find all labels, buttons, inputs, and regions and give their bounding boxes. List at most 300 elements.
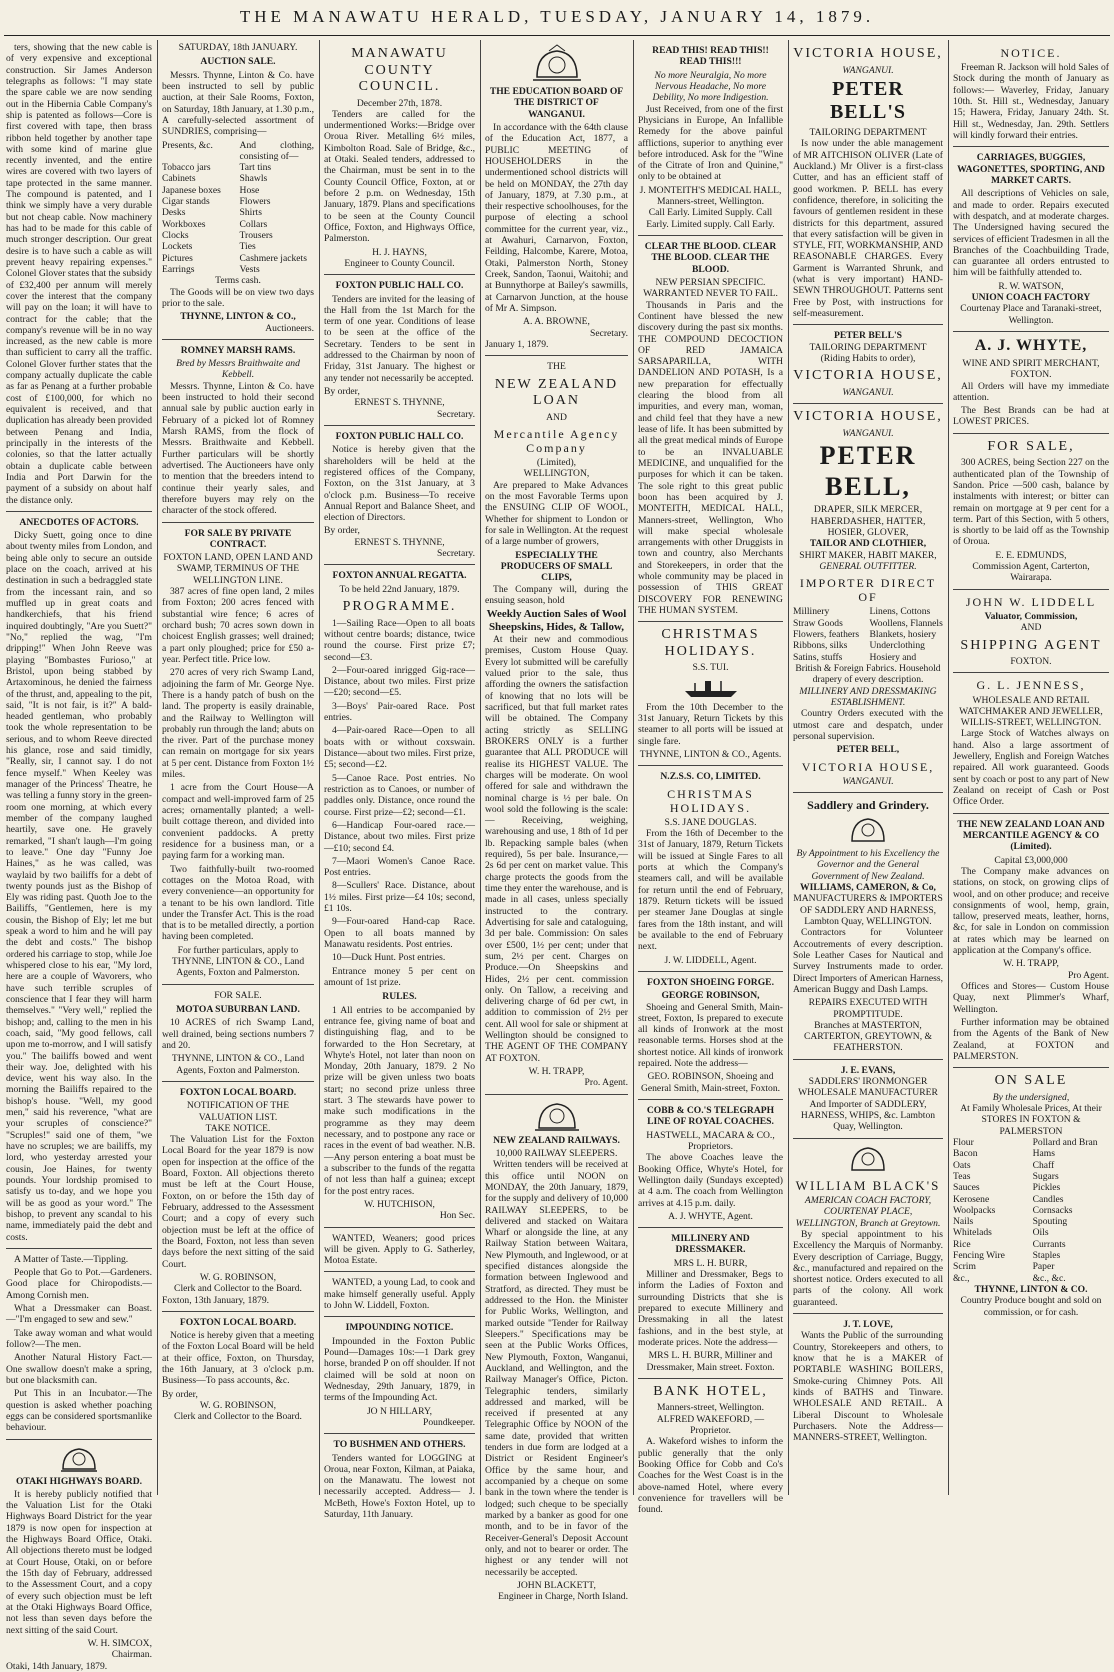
import-item: Flowers, feathers xyxy=(793,629,860,641)
bushmen-heading: TO BUSHMEN AND OTHERS. xyxy=(333,1439,466,1451)
local-board-text: The Valuation List for the Foxton Local Board for the year 1879 is now open for inspection at the office of the Board, Foxton. All objections thereto must be left at the Court House, Foxton, on or before the 15th day of February, addressed to the Assessment Court; and a copy of every such objection must be left at the office of the Board, Foxton, not less than seven days before the next sitting of the said Court. xyxy=(162,1134,314,1270)
evans-trade: SADDLERS' IRONMONGER WHOLESALE MANUFACTURER xyxy=(798,1076,938,1099)
read-this-list: No more Neuralgia, No more Nervous Headache, No more Debility, No more Indigestion. xyxy=(652,69,769,104)
peter-bell-heading-4: PETER BELL, xyxy=(836,744,900,756)
programme-heading: PROGRAMME. xyxy=(342,599,457,615)
rules-text: 1 All entries to be accompanied by entrance fee, giving name of boat and distinguishing flag, and to be forwarded to the Hon Secretary, at Whyte's Hotel, not later than noon on Monday, 20th January, 1879. 2 No prize will be given unless two boats start; no second prize unless three start. 3 The stewards have power to make such modifications in the programme as they may deem necessary, and to postpone any race or races in the event of bad weather. N.B.—Any person entering a boat must be a subscriber to the funds of the regatta of not less than half a guinea; except for the post entry races. xyxy=(324,1004,475,1197)
loan-signatory: W. H. TRAPP, xyxy=(528,1066,585,1078)
sale-item: Japanese boxes xyxy=(162,184,221,196)
race-item: 1—Sailing Race—Open to all boats without centre boards; distance, twice round the course. First prize £7; second—£3. xyxy=(324,617,475,663)
on-sale-by: By the undersigned, xyxy=(992,1091,1070,1103)
liddell-trade: Valuator, Commission, xyxy=(984,610,1078,622)
black-coach-text: By special appointment to his Excellency the Marquis of Normanby. Every description of Carriage, Buggy, &c., manufactured and repaired on the shortest notice. Orders executed to all parts of the colony. All work guaranteed. xyxy=(793,1228,943,1308)
import-item: Woollens, Flannels xyxy=(869,617,943,629)
race-item: 3—Boys' Pair-oared Race. Post entries. xyxy=(324,700,475,724)
clear-blood-heading: CLEAR THE BLOOD. CLEAR THE BLOOD. CLEAR THE BLOOD. xyxy=(644,241,777,275)
royal-crest-icon xyxy=(533,1100,581,1132)
column-divider xyxy=(948,40,949,1495)
divider xyxy=(485,355,628,356)
for-sale-heading: FOR SALE, xyxy=(987,438,1075,454)
private-contract-text: 1 acre from the Court House—A compact and well-improved farm of 25 acres; ornamentally planted; a well-built cottage thereon, and divided into convenient paddocks. A pretty residence for a business man, or a paying farm for a working man. xyxy=(162,782,314,862)
private-contract-text: Two faithfully-built two-roomed cottages on the Motoa Road, with every convenience—an opportunity for a tenant to be his own landlord. Title under the Transfer Act. This is the road that is to be metalled directly, a portion having been completed. xyxy=(162,863,314,943)
bushmen-text: Tenders wanted for LOGGING at Oroua, near Foxton, Kilman, at Paiaka, on the Manawatu. The lowest not necessarily accepted. Address— J. McBeth, Howe's Foxton Hotel, up to Saturday, 11th January. xyxy=(324,1452,475,1521)
divider xyxy=(162,522,314,523)
on-sale-item: Staples xyxy=(1032,1250,1061,1262)
liddell-place: FOXTON. xyxy=(1010,656,1052,668)
masthead-title: THE MANAWATU HERALD, TUESDAY, JANUARY 14, 1879. xyxy=(239,7,875,26)
sale-item: Desks xyxy=(162,207,186,219)
loan-heading: NEW ZEALAND LOAN xyxy=(494,376,619,409)
royal-crest-icon xyxy=(846,1144,890,1174)
race-item: 5—Canoe Race. Post entries. No restriction as to Canoes, or number of paddles only. Distance, once round the course. First prize—£2; second—£1. xyxy=(324,772,475,818)
divider xyxy=(638,1227,783,1228)
bank-hotel-proprietor: ALFRED WAKEFORD, — Proprietor. xyxy=(656,1413,765,1437)
royal-crest-icon xyxy=(846,815,890,845)
sale-item: Cigar stands xyxy=(162,196,210,208)
sale-item: Vests xyxy=(239,263,260,275)
tailoring-text: Is now under the able management of MR AITCHISON OLIVER (Late of Auckland.) Mr Oliver is a first-class Cutter, and has an efficient staff of good workmen. P. BELL has every confidence, therefore, in soliciting the favours of gentlemen resident in these districts for this department, assured that every satisfaction will be given in STYLE, FIT, WORKMANSHIP, AND REASONABLE CHARGES. Every Garment is Warranted Shrunk, and (what is very important) HAND-SEWN THROUGHOUT. Patterns sent Free by Post, with instructions for self-measurement. xyxy=(793,138,943,320)
steamship-icon xyxy=(681,677,741,699)
impound-signatory: JO N HILLARY, xyxy=(366,1405,433,1417)
race-item: 10—Duck Hunt. Post entries. xyxy=(332,952,446,964)
victoria-house-place-3: WANGANUI. xyxy=(842,427,894,439)
sale-item: And clothing, consisting of— xyxy=(239,139,314,162)
on-sale-item: Sauces xyxy=(953,1182,980,1194)
read-this-shop: J. MONTEITH'S MEDICAL HALL, Manners-street, Wellington. xyxy=(639,184,782,208)
race-item: 7—Maori Women's Canoe Race. Post entries. xyxy=(324,855,475,879)
on-sale-item: Hams xyxy=(1032,1148,1055,1160)
on-sale-row xyxy=(953,1194,1109,1205)
joke-item: A Matter of Taste.—Tippling. xyxy=(14,1253,129,1265)
millinery-name: MRS L. H. BURR, xyxy=(673,1257,748,1269)
on-sale-row xyxy=(953,1171,1109,1182)
railways-heading: NEW ZEALAND RAILWAYS. xyxy=(493,1134,620,1146)
regatta-heading: FOXTON ANNUAL REGATTA. xyxy=(332,570,467,582)
saddlery-heading: Saddlery and Grindery. xyxy=(807,797,929,812)
column-divider xyxy=(788,40,789,1495)
sale-item-row xyxy=(162,173,314,184)
saddlery-appointment: By Appointment to his Excellency the Governor and the General Government of New Zealand. xyxy=(796,848,940,882)
divider xyxy=(162,1081,314,1082)
on-sale-footer: Country Produce bought and sold on commission, or for cash. xyxy=(960,1295,1102,1318)
otaki-date: Otaki, 14th January, 1879. xyxy=(6,1660,108,1672)
import-item: Linens, Cottons xyxy=(869,606,931,618)
on-sale-row xyxy=(953,1261,1109,1272)
column-divider xyxy=(633,40,634,1495)
on-sale-row xyxy=(953,1137,1109,1148)
victoria-house-heading-2: VICTORIA HOUSE, xyxy=(793,368,943,384)
black-coach-subheading: AMERICAN COACH FACTORY, COURTENAY PLACE, WELLINGTON, Branch at Greytown. xyxy=(795,1194,941,1229)
victoria-house-place-2: WANGANUI. xyxy=(842,386,894,398)
council-signatory: H. J. HAYNS, xyxy=(372,246,427,258)
otaki-text: It is hereby publicly notified that the Valuation List for the Otaki Highways Board District for the year 1879 is now open for inspection at the Highways Board Office, Otaki. All objections thereto must be lodged at Court House, Otaki, on or before the 15th day of February, addressed to the Assessment Court, and a copy of every such objection must be left at the Otaki Highways Board Office, not less than seven days before the next sitting of the said Court. xyxy=(6,1488,152,1636)
sale-item: Tobacco jars xyxy=(162,162,211,174)
sale-item: Cabinets xyxy=(162,173,196,185)
on-sale-heading: ON SALE xyxy=(994,1073,1068,1089)
race-item: 8—Scullers' Race. Distance, about 1½ miles. First prize—£4 10s; second, £1 10s. xyxy=(324,880,475,915)
education-signatory: A. A. BROWNE, xyxy=(523,316,590,328)
loan-limited: (Limited), xyxy=(536,457,577,469)
peter-bell-outfit: GENERAL OUTFITTER. xyxy=(819,560,917,572)
forge-text: Shoeing and General Smith, Main-street, Foxton, Is prepared to execute all kinds of Ironwork at the most reasonable terms. Horses shod at the shortest notice. All kinds of ironwork repaired. Note the address— xyxy=(638,1001,783,1070)
on-sale-item: Fencing Wire xyxy=(953,1250,1005,1262)
tailoring-heading-2: TAILORING DEPARTMENT xyxy=(809,341,927,353)
divider xyxy=(793,324,943,325)
loan-text: Are prepared to Make Advances on the most Favorable Terms upon the ENSUING CLIP OF WOOL, Whether for shipment to London or for sale in Wellington. At the request of a large number of growers, xyxy=(485,479,628,548)
divider xyxy=(324,274,475,275)
saddlery-address: Lambton Quay, WELLINGTON. xyxy=(804,916,932,928)
carriages-heading: CARRIAGES, BUGGIES, WAGONETTES, SPORTING, AND MARKET CARTS. xyxy=(957,152,1105,186)
nzss-ship: S.S. JANE DOUGLAS. xyxy=(664,816,757,828)
local-board-heading: FOXTON LOCAL BOARD. xyxy=(179,1086,297,1098)
loan-role: Pro. Agent. xyxy=(584,1077,628,1089)
race-item: 9—Four-oared Hand-cap Race. Open to all boats manned by Manawatu residents. Post entries. xyxy=(324,916,475,950)
race-item: 4—Pair-oared Race—Open to all boats with or without coxswain. Distance—about two miles. First prize, £5; second—£2. xyxy=(324,725,475,771)
divider xyxy=(6,1248,152,1249)
sale-item: Ties xyxy=(239,241,256,253)
on-sale-item: &c., xyxy=(953,1272,970,1284)
divider xyxy=(324,1271,475,1272)
sale-item: Earrings xyxy=(162,263,195,275)
joke-item: What a Dressmaker can Boast.—"I'm engaged to sew and sew." xyxy=(6,1303,152,1326)
on-sale-item: Nails xyxy=(953,1216,974,1228)
hall-role: Secretary. xyxy=(437,408,475,420)
rules-heading: RULES. xyxy=(382,991,417,1003)
import-item: Millinery xyxy=(793,606,830,618)
sale-item-row xyxy=(162,230,314,241)
on-sale-row xyxy=(953,1216,1109,1227)
council-heading: MANAWATU COUNTY COUNCIL. xyxy=(351,46,448,95)
sale-terms: Terms cash. xyxy=(215,275,261,287)
divider xyxy=(953,813,1109,814)
regatta-role: Hon Sec. xyxy=(439,1210,475,1222)
notice-heading: NOTICE. xyxy=(1000,46,1062,60)
regatta-date: To be held 22nd January, 1879. xyxy=(339,583,460,595)
christmas-signatory: THYNNE, LINTON & CO., Agents. xyxy=(639,748,782,760)
divider xyxy=(162,339,314,340)
on-sale-row xyxy=(953,1250,1109,1261)
on-sale-row xyxy=(953,1227,1109,1238)
cobb-text: The above Coaches leave the Booking Office, Whyte's Hotel, for Wellington daily (Sundays excepted) at 4 a.m. The coach from Wellington arrives at 4.15 p.m. daily. xyxy=(638,1152,783,1209)
loan-and: AND xyxy=(546,411,567,423)
tailoring-heading: TAILORING DEPARTMENT xyxy=(809,127,927,139)
divider xyxy=(953,146,1109,147)
clear-blood-text: Thousands in Paris and the Continent have blessed the new discovery during the past six months. THE COMPOUND DECOCTION OF RED JAMAICA SARSAPARILLA, WITH DANDELION AND POTASH, Is a new preparation for effectually clearing the blood from all impurities, and every man, woman, and child feel that they have a new lease of life. It has been submitted by all the great medical minds of Europe to be an INVALUABLE MEDICINE, and unqualified for the purposes for which it can be taken. The sole right to this great public boon has been acquired by J. MONTEITH, MEDICAL HALL, Manners-street, Wellington, Who will make special wholesale arrangements with other Druggists in town and country, also Merchants and Storekeepers, in order that the whole community may be placed in possession of THIS GREAT DISCOVERY FOR RENEWING THE HUMAN SYSTEM. xyxy=(638,299,783,616)
for-sale-text: 300 ACRES, being Section 227 on the authenticated plan of the Township of Sandon. Price —500 cash, balance by instalments with interest; or bitter can remain on mortgage at 9 per cent for a term. Part of this Section, with 5 others, is shortly to be laid off as the Township of Oroua. xyxy=(953,457,1109,548)
local-board-role: Clerk and Collector to the Board. xyxy=(174,1283,302,1295)
race-item: 6—Handicap Four-oared race.—Distance, about two miles. First prize—£10; second £4. xyxy=(324,819,475,854)
wanted-ad: WANTED, a young Lad, to cook and make himself generally useful. Apply to John W. Liddell, Foxton. xyxy=(324,1277,475,1312)
divider xyxy=(793,1313,943,1314)
whyte-text: All Orders will have my immediate attention. xyxy=(953,380,1109,403)
on-sale-item: Pickles xyxy=(1032,1182,1061,1194)
peter-bell-heading: PETER BELL'S xyxy=(829,77,907,124)
peter-bell-tailor: TAILOR AND CLOTHIER, xyxy=(809,538,927,550)
sale-item-row xyxy=(162,253,314,264)
divider xyxy=(638,235,783,236)
column-2 xyxy=(162,42,314,1494)
hall-heading: FOXTON PUBLIC HALL CO. xyxy=(335,280,464,292)
forge-signatory: GEO. ROBINSON, Shoeing and General Smith, Main-street, Foxton. xyxy=(640,1071,781,1094)
joke-item: People that Go to Pot.—Gardeners. Good place for Chiropodists.—Among Cornish men. xyxy=(6,1267,152,1301)
local-board-heading-2: FOXTON LOCAL BOARD. xyxy=(179,1316,297,1328)
on-sale-row xyxy=(953,1148,1109,1159)
column-7 xyxy=(953,42,1109,1494)
peter-bell-heading-2: PETER BELL'S xyxy=(834,330,902,342)
forge-name: GEORGE ROBINSON, xyxy=(661,990,760,1002)
royal-crest-icon xyxy=(529,45,585,83)
victoria-house-heading-4: VICTORIA HOUSE, xyxy=(801,759,935,774)
read-this-call: Call Early. Limited Supply. Call Early. Limited supply. Call Early. xyxy=(646,207,775,230)
loan-text: At their new and commodious premises, Custom House Quay. Every lot submitted will be carefully valued prior to the sale, thus affording the owners the satisfaction of knowing that no lots will be sacrificed, but that full market rates will be obtained. The Company acting strictly as SELLING BROKERS ONLY is a further guarantee that ALL PRODUCE will realise its HIGHEST VALUE. The charges will be moderate. On wool offered for sale and withdrawn the nominal charge is ½ per bale. On wool sold the following is the scale:— Receiving, weighing, warehousing and use, 1 8th of 1d per lb. Repacking sample bales (when required), 5s per bale. Insurance,—2s 6d per cent on market value. This charge protects the goods from the time they enter the warehouse, and is made in all cases, unless specially instructed to the contrary. Advertising for sale and cataloguing, 3d per bale. Commission: On sales over £500, 1½ per cent; under that sum, 2½ per cent. Charges on Produce.—On Sheepskins and Hides, 2½ per cent. commission only. On Tallow, a receiving and delivering charge of 6d per cwt, in addition to commission of 2½ per cent. All wool for sale or shipment at Wellington should be consigned to THE AGENT OF THE COMPANY AT FOXTON. xyxy=(485,634,628,1064)
millinery-text: Milliner and Dressmaker, Begs to inform the Ladies of Foxton and surrounding Districts that she is prepared to execute Millinery and Dressmaking in all the latest fashions, and in the best style, at moderate prices. Note the address— xyxy=(638,1269,783,1348)
on-sale-row xyxy=(953,1182,1109,1193)
victoria-house-place-4: WANGANUI. xyxy=(842,775,894,787)
nzl-heading: THE NEW ZEALAND LOAN AND MERCANTILE AGENCY & CO (Limited). xyxy=(957,818,1105,853)
column-6 xyxy=(793,42,943,1494)
hall-heading-2: FOXTON PUBLIC HALL CO. xyxy=(335,430,464,442)
whyte-brands: The Best Brands can be had at LOWEST PRICES. xyxy=(953,405,1109,428)
sale-item: Trousers xyxy=(239,230,273,241)
council-date: December 27th, 1878. xyxy=(356,97,443,109)
article-cable-text: ters, showing that the new cable is of very expensive and exceptional construction. Sir James Anderson telegraphs as follows: "I may state the spare cable we are now sending out in the Hibernia Cable Company's ship is patented as follows—Core is first covered with tape, then brass ribbon held together by another tape with some kind of marine glue recently invented, and the entire wires are covered with two layers of tape protected in the same manner. The compound is patented, and I think we simply have a very durable but not cheap cable. Now machinery has had to be made for this cable of much stronger description. Our great desire is to have such a cable as will prevent heavy repairing expenses." Colonel Glover states that the subsidy of £32,400 per annum will merely cover the interest that the company will pay on the loan; it will have to contract for the cable; that the company's revenue will be in no way increased, as the new cable is more than sufficient to carry all the traffic. Colonel Glover further states that the company actually duplicate the cable as far as Penang at a further probable cost of £100,000, for which no equivalent is received, and that duplication has already been provided between Penang and India, principally in the interests of the colonies, so that the latter actually obtain a duplicate cable between India and Port Darwin for the payment of a subsidy on about half the distance only. xyxy=(6,42,152,506)
saddlery-repairs: REPAIRS EXECUTED WITH PROMPTITUDE. xyxy=(808,997,928,1020)
sale-item-row xyxy=(162,185,314,196)
sale-item: Workboxes xyxy=(162,218,206,230)
divider xyxy=(953,589,1109,590)
on-sale-item: Teas xyxy=(953,1170,971,1182)
nzl-signatory: W. H. TRAPP, xyxy=(1003,958,1059,970)
on-sale-item: Paper xyxy=(1032,1261,1055,1273)
firm-role: Auctioneers. xyxy=(265,322,314,334)
sale-item-row xyxy=(162,162,314,173)
import-row xyxy=(793,652,943,663)
divider xyxy=(953,672,1109,673)
wanted-ad: WANTED, Weaners; good prices will be given. Apply to G. Satherley, Motoa Estate. xyxy=(324,1232,475,1267)
carriages-text: All descriptions of Vehicles on sale, and made to order. Repairs executed with despatch, and at moderate charges. The Undersigned having secured the services of efficient Tradesmen in all the Branches of the Coachbuilding Trade, can guarantee all orders entrusted to him will be faithfully attended to. xyxy=(953,188,1109,279)
on-sale-item: Currants xyxy=(1032,1238,1066,1250)
motoa-signatory: THYNNE, LINTON & CO., Land Agents, Foxton and Palmerston. xyxy=(171,1053,305,1076)
cobb-signatory: A. J. WHYTE, Agent. xyxy=(668,1210,753,1222)
saddlery-text: Contractors for Volunteer Accoutrements of every description. Sole Leather Cases for Nautical and Survey Instruments made to order. Direct Importers of American Harness, American Buggy and Dash Lamps. xyxy=(793,927,943,995)
motoa-text: 10 ACRES of rich Swamp Land, well drained, being sections numbers 7 and 20. xyxy=(162,1017,314,1051)
race-item: 2—Four-oared inrigged Gig-race—Distance, about two miles. First prize—£20; second—£5. xyxy=(324,664,475,699)
peter-bell-heading-3: PETER BELL, xyxy=(819,440,917,501)
forge-heading: FOXTON SHOEING FORGE. xyxy=(647,976,774,988)
millinery-heading: MILLINERY AND DRESSMAKER. xyxy=(671,1233,750,1256)
masthead xyxy=(0,0,1114,34)
rams-heading: ROMNEY MARSH RAMS. xyxy=(180,344,296,356)
sale-item: Shawls xyxy=(239,173,268,185)
liddell-name: JOHN W. LIDDELL xyxy=(965,594,1097,609)
divider xyxy=(324,1227,475,1228)
christmas-text: From the 10th December to the 31st January, Return Tickets by this steamer to all ports will be issued at single fare. xyxy=(638,701,783,747)
on-sale-stores: STORES IN FOXTON & PALMERSTON xyxy=(981,1114,1081,1137)
millinery-signatory: MRS L. H. BURR, Milliner and Dressmaker, Main street. Foxton. xyxy=(646,1350,775,1373)
whyte-place: FOXTON. xyxy=(1010,369,1052,381)
hall-order: By order, xyxy=(324,386,360,398)
education-role: Secretary. xyxy=(590,327,628,339)
education-text: In accordance with the 64th clause of the Education Act, 1877, a PUBLIC MEETING of HOUSEHOLDERS in the undermentioned school districts will be held on MONDAY, the 27th day of January, 1879, at 7.30 p.m., at their respective schoolhouses, for the purpose of electing a school committee for the current year, viz., at Awahuri, Carnarvon, Foxton, Feilding, Halcombe, Karere, Motoa, Otaki, Palmerston North, Stoney Creek, Sandon, Taonui, Waitohi; and at Bunnythorpe at Bailey's sawmills, at Carnarvon Junction, at the house of Mr A. Simpson. xyxy=(485,121,628,314)
sale-item: Hose xyxy=(239,184,260,196)
divider xyxy=(638,621,783,622)
notice-text: Freeman R. Jackson will hold Sales of Stock during the month of January as follows:— Waverley, Friday, January 10th. St. Hill st., Wednesday, January 15; Hawera, Friday, January 24th. St. Hill st., Wednesday, Jan. 29th. Settlers will kindly forward their entries. xyxy=(953,62,1109,142)
loan-place: WELLINGTON, xyxy=(523,468,590,480)
divider xyxy=(324,1316,475,1317)
sale-item-row xyxy=(162,207,314,218)
victoria-house-heading: VICTORIA HOUSE, xyxy=(793,46,943,61)
private-contract-text: 387 acres of fine open land, 2 miles from Foxton; 200 acres fenced with substantial wire fence; 6 acres of orchard bush; 70 acres sown down in choicest English grasses; well drained; a part only ploughed; price for £50 a-year. Perfect title. Price low. xyxy=(162,586,314,665)
on-sale-item: Sugars xyxy=(1032,1170,1059,1182)
sale-item: Collars xyxy=(239,218,268,230)
on-sale-item: Woolpacks xyxy=(953,1204,996,1216)
sale-item: Shirts xyxy=(239,207,262,219)
loan-heading-2: Mercantile Agency Company xyxy=(493,426,620,455)
import-item: Ribbons, silks xyxy=(793,640,848,652)
anecdotes-heading: ANECDOTES OF ACTORS. xyxy=(19,516,139,528)
for-sale-role: Commission Agent, Carterton, Wairarapa. xyxy=(972,561,1090,584)
column-5 xyxy=(638,42,783,1516)
education-date: January 1, 1879. xyxy=(485,338,549,350)
impound-role: Poundkeeper. xyxy=(423,1416,475,1428)
on-sale-item: Spouting xyxy=(1032,1216,1068,1228)
on-sale-row xyxy=(953,1273,1109,1284)
private-contract-apply: For further particulars, apply to THYNNE, LINTON & CO., Land Agents, Foxton and Palmerston. xyxy=(171,944,305,979)
rams-text: Messrs. Thynne, Linton & Co. have been instructed to hold their second annual sale by public auction early in February of a picked lot of Romney Marsh RAMS, from the flock of Messrs. Braithwaite and Kebbell. Further particulars will be shortly advertised. The Auctioneers have only to mention that the breeders intend to continue their yearly sales, and therefore buyers may rely on the character of the stock offered. xyxy=(162,380,314,517)
import-row xyxy=(793,640,943,651)
on-sale-signatory: THYNNE, LINTON & CO. xyxy=(974,1284,1088,1296)
love-name: J. T. LOVE, xyxy=(843,1319,893,1331)
hall-signatory: ERNEST S. THYNNE, xyxy=(354,397,445,409)
sale-note: The Goods will be on view two days prior to the sale. xyxy=(162,286,314,309)
local-board-signatory: W. G. ROBINSON, xyxy=(199,1271,277,1283)
read-this-heading: READ THIS! READ THIS!! READ THIS!!! xyxy=(652,45,769,68)
sale-item-row xyxy=(162,196,314,207)
divider xyxy=(793,1138,943,1139)
import-item: Hosiery and xyxy=(869,651,917,663)
otaki-signatory: W. H. SIMCOX, xyxy=(87,1637,152,1649)
country-orders: Country Orders executed with the utmost care and despatch, under personal supervision. xyxy=(793,708,943,742)
import-row xyxy=(793,606,943,617)
on-sale-row xyxy=(953,1160,1109,1171)
jenness-text: Large Stock of Watches always on hand. Also a large assortment of Jewellery, English and Foreign Watches repaired. All work guaranteed. Goods sent by coach or post to any part of New Zealand on receipt of Cash or Post Office Order. xyxy=(953,728,1109,808)
sale-item: Flowers xyxy=(239,196,271,208)
local-board-notice: TAKE NOTICE. xyxy=(205,1122,271,1134)
impound-text: Impounded in the Foxton Public Pound—Damages 10s:—1 Dark grey horse, branded P on off shoulder. If not claimed will be sold at noon on Wednesday, 29th January, 1879, in terms of the Impounding Act. xyxy=(324,1335,475,1404)
on-sale-item: Oils xyxy=(1032,1227,1049,1239)
divider xyxy=(638,1378,783,1379)
column-divider xyxy=(319,40,320,1495)
nzss-heading: N.Z.S.S. CO, LIMITED. xyxy=(660,771,761,783)
saddlery-branches: Branches at MASTERTON, CARTERTON, GREYTOWN, & FEATHERSTON. xyxy=(803,1019,932,1054)
divider xyxy=(6,1439,152,1440)
divider xyxy=(162,1311,314,1312)
column-divider xyxy=(157,40,158,1495)
liddell-and: AND xyxy=(1020,622,1042,634)
local-board-text-2: Notice is hereby given that a meeting of the Foxton Local Board will be held at their office, Foxton, on Thursday, the 16th January, at 3 o'clock p.m. Business—To pass accounts, &c. xyxy=(162,1330,314,1387)
black-coach-heading: WILLIAM BLACK'S xyxy=(795,1177,941,1193)
loan-especially: ESPECIALLY THE PRODUCERS OF SMALL CLIPS, xyxy=(500,549,613,584)
liddell-shipping: SHIPPING AGENT xyxy=(960,637,1102,653)
railways-text: Written tenders will be received at this office until NOON on MONDAY, the 20th January, 1879, for the supply and delivery of 10,000 RAILWAY SLEEPERS, to be delivered and stacked on Waitara Wharf or alongside the line, at any Railway Station between Waitara, New Plymouth, and Inglewood, or at specified distances alongside the formation between Inglewood and Stratford, as directed. They must be addressed to the Hon. the Minister for Public Works, Wellington, and marked outside "Tender for Railway Sleepers." Specifications may be seen at the Public Works Offices, New Plymouth, Foxton, Wanganui, Auckland, and Wellington, and the Railway Manager's Office, Picton. Telegraphic tenders, similarly addressed and marked, will be received if presented at any Telegraphic Office by NOON of the same date, provided that written tenders in due form are lodged at a District or Resident Engineer's Office by the same hour, and accompanied by a cheque on some bank in the town where the tender is lodged; such cheque to be specially marked by a banker as good for one month, and to be in favor of the Receiver-General's Deposit Account only, and not to bearer or order. The highest or any tender will not necessarily be accepted. xyxy=(485,1159,628,1578)
saddlery-firm: WILLIAMS, CAMERON, & Co, xyxy=(800,882,936,894)
import-item: Underclothing xyxy=(869,640,925,652)
joke-item: Another Natural History Fact.—One swallow doesn't make a spring, but one blacksmith can. xyxy=(6,1352,152,1386)
bank-hotel-address: Manners-street, Wellington. xyxy=(657,1402,764,1414)
local-board-date: Foxton, 13th January, 1879. xyxy=(162,1294,270,1306)
on-sale-item: Bacon xyxy=(953,1148,978,1160)
evans-text: And Importer of SADDLERY, HARNESS, WHIPS, &c. Lambton Quay, Wellington. xyxy=(800,1098,936,1133)
on-sale-item: Chaff xyxy=(1032,1159,1055,1171)
joke-item: Put This in an Incubator.—The question is asked whether poaching eggs can be considered sportsmanlike behaviour. xyxy=(6,1388,152,1434)
loan-text: The Company will, during the ensuing season, hold xyxy=(485,583,628,606)
divider xyxy=(638,765,783,766)
divider xyxy=(485,1094,628,1095)
on-sale-item: Kerosene xyxy=(953,1193,990,1205)
hall-text-2: Notice is hereby given that the shareholders will be held at the registered offices of the Company, Foxton, on the 31st January, at 3 o'clock p.m. Business—To receive Annual Report and Balance Sheet, and election of Directors. xyxy=(324,444,475,524)
carriages-address: Courtenay Place and Taranaki-street, Wellington. xyxy=(960,303,1102,326)
peter-bell-shirt: SHIRT MAKER, HABIT MAKER, xyxy=(799,549,937,561)
hall-order-2: By order, xyxy=(324,525,360,537)
sale-item-row xyxy=(162,140,314,163)
hall-role-2: Secretary. xyxy=(437,548,475,560)
cobb-subheading: HASTWELL, MACARA & CO., Proprietors. xyxy=(646,1129,775,1152)
railways-subheading: 10,000 RAILWAY SLEEPERS. xyxy=(495,1147,618,1159)
sale-item-row xyxy=(162,219,314,230)
divider xyxy=(793,403,943,404)
whyte-trade: WINE AND SPIRIT MERCHANT, xyxy=(962,357,1100,369)
on-sale-item: Whitelads xyxy=(953,1227,992,1239)
nzl-text: The Company make advances on stations, on stock, on growing clips of wool, and on other produce; and receive consignments of wool, hemp, grain, tallow, preserved meats, leather, horns, &c, for sale in London on commission at rates which may be learned on application at the Company's office. xyxy=(953,865,1109,957)
import-item: Blankets, hosiery xyxy=(869,629,937,641)
hall-text: Tenders are invited for the leasing of the Hall from the 1st March for the term of one year. Conditions of lease to be seen at the office of the Secretary. Tenders to be sent in addressed to the Chairman by noon of Friday, 31st January. The highest or any tender not necessarily be accepted. xyxy=(324,293,475,384)
column-1 xyxy=(6,42,153,1672)
local-board-order: By order, xyxy=(162,1388,198,1400)
motoa-heading: MOTOA SUBURBAN LAND. xyxy=(176,1004,300,1015)
read-this-text: Just Received, from one of the first Physicians in Europe, An Infallible Remedy for the above painful afflictions, superior to anything ever before introduced. Ask for the "Wine of the Citrate of Iron and Quinine," only to be obtained at xyxy=(638,103,783,183)
victoria-house-heading-3: VICTORIA HOUSE, xyxy=(793,409,943,425)
local-board-role-2: Clerk and Collector to the Board. xyxy=(174,1411,302,1423)
on-sale-item: Pollard and Bran xyxy=(1032,1136,1098,1148)
divider xyxy=(953,1067,1109,1068)
nzl-further: Further information may be obtained from the Agents of the Bank of New Zealand, at FOXTON and PALMERSTON. xyxy=(953,1016,1109,1062)
on-sale-item: Flour xyxy=(953,1136,974,1148)
tailoring-subheading: (Riding Habits to order), xyxy=(820,352,916,364)
import-item: Straw Goods xyxy=(793,617,843,629)
railways-signatory: JOHN BLACKETT, xyxy=(517,1579,596,1591)
sale-text: Messrs. Thynne, Linton & Co. have been instructed to sell by public auction, at their Sale Rooms, Foxton, on Saturday, 18th January, at 1.30 p.m., A carefully-selected assortment of SUNDRIES, comprising— xyxy=(162,69,314,138)
otaki-role: Chairman. xyxy=(111,1649,152,1661)
sale-item-row xyxy=(162,264,314,275)
hall-signatory-2: ERNEST S. THYNNE, xyxy=(354,536,445,548)
masthead-rule xyxy=(4,35,1110,36)
firm-name: THYNNE, LINTON & CO., xyxy=(180,311,296,323)
sale-item: Cashmere jackets xyxy=(239,252,307,264)
divider xyxy=(953,331,1109,332)
evans-name: J. E. EVANS, xyxy=(840,1064,896,1076)
christmas-heading: CHRISTMAS HOLIDAYS. xyxy=(661,627,760,659)
local-board-subheading: NOTIFICATION OF THE VALUATION LIST. xyxy=(186,1100,290,1123)
divider xyxy=(793,1059,943,1060)
impound-heading: IMPOUNDING NOTICE. xyxy=(345,1322,454,1334)
divider xyxy=(324,1433,475,1434)
sale-item: Pictures xyxy=(162,252,193,264)
on-sale-item: &c., &c. xyxy=(1032,1272,1066,1284)
import-item: Satins, stuffs xyxy=(793,651,843,663)
on-sale-item: Cornsacks xyxy=(1032,1204,1073,1216)
sale-date: SATURDAY, 18th JANUARY. xyxy=(178,42,298,53)
on-sale-row xyxy=(953,1239,1109,1250)
